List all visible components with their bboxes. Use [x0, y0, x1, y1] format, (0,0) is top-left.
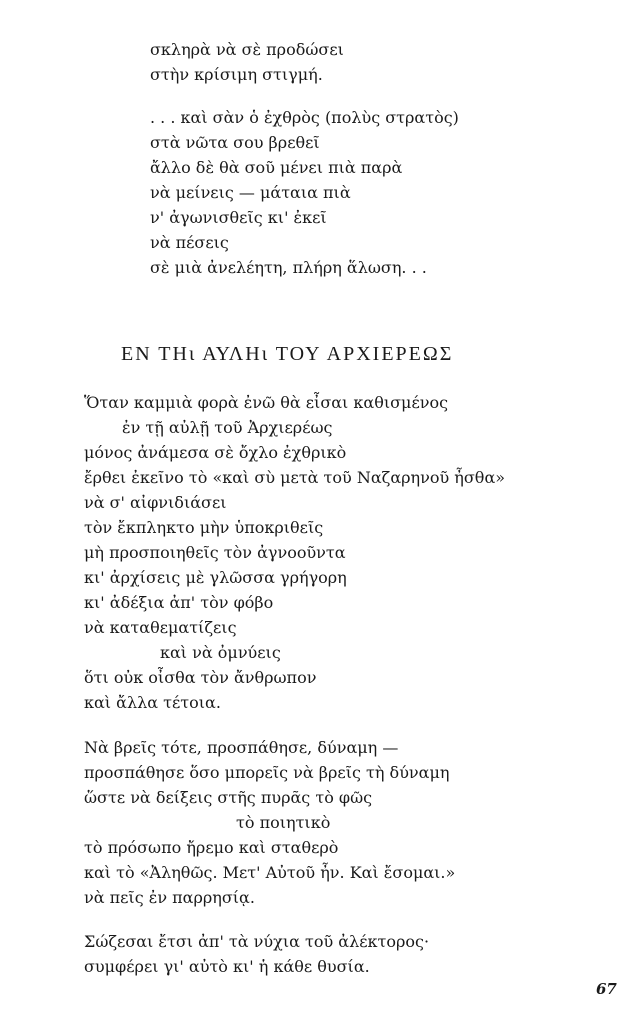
poem-line: ν' ἀγωνισθεῖς κι' ἐκεῖ	[150, 208, 327, 227]
poem-line: νὰ σ' αἰφνιδιάσει	[84, 493, 227, 512]
poem-line: ὅτι οὐκ οἶσθα τὸν ἄνθρωπον	[84, 668, 317, 687]
poem-line: καὶ ἄλλα τέτοια.	[84, 693, 221, 712]
poem-line: κι' ἀδέξια ἀπ' τὸν φόβο	[84, 593, 274, 612]
page-number: 67	[596, 980, 617, 998]
poem-line: σκληρὰ νὰ σὲ προδώσει	[150, 40, 344, 59]
poem-line: Σώζεσαι ἔτσι ἀπ' τὰ νύχια τοῦ ἀλέκτορος·	[84, 932, 430, 951]
poem-line: στὴν κρίσιμη στιγμή.	[150, 65, 323, 84]
poem-line: σὲ μιὰ ἀνελέητη, πλήρη ἅλωση. . .	[150, 258, 427, 277]
poem-line: Ὅταν καμμιὰ φορὰ ἐνῶ θὰ εἶσαι καθισμένος	[84, 393, 449, 412]
poem-line: νὰ πέσεις	[150, 233, 229, 252]
poem-line: ὥστε νὰ δείξεις στῆς πυρᾶς τὸ φῶς	[84, 788, 373, 807]
poem-line: Νὰ βρεῖς τότε, προσπάθησε, δύναμη —	[84, 738, 399, 757]
poem-line: τὸ ποιητικὸ	[236, 813, 331, 832]
poem-line: κι' ἀρχίσεις μὲ γλῶσσα γρήγορη	[84, 568, 347, 587]
poem-line: προσπάθησε ὅσο μπορεῖς νὰ βρεῖς τὴ δύναμη	[84, 763, 450, 782]
poem-line: ἐν τῇ αὐλῇ τοῦ Ἀρχιερέως	[122, 418, 333, 437]
poem-title: ΕΝ ΤΗι ΑΥΛΗι ΤΟΥ ΑΡΧΙΕΡΕΩΣ	[121, 343, 454, 365]
poem-line: καὶ τὸ «Ἀληθῶς. Μετ' Αὐτοῦ ἦν. Καὶ ἔσομαι.»	[84, 863, 456, 882]
poem-line: τὸ πρόσωπο ἤρεμο καὶ σταθερὸ	[84, 838, 339, 857]
poem-line: καὶ νὰ ὀμνύεις	[160, 643, 281, 662]
poem-line: τὸν ἔκπληκτο μὴν ὑποκριθεῖς	[84, 518, 324, 537]
poem-line: συμφέρει γι' αὐτὸ κι' ἡ κάθε θυσία.	[84, 957, 370, 976]
poem-line: μὴ προσποιηθεῖς τὸν ἀγνοοῦντα	[84, 543, 346, 562]
poem-line: ἄλλο δὲ θὰ σοῦ μένει πιὰ παρὰ	[150, 158, 403, 177]
poem-line: ἔρθει ἐκεῖνο τὸ «καὶ σὺ μετὰ τοῦ Ναζαρηνοῦ ἦσθα»	[84, 468, 506, 487]
poem-line: μόνος ἀνάμεσα σὲ ὄχλο ἐχθρικὸ	[84, 443, 347, 462]
poem-line: νὰ πεῖς ἐν παρρησίᾳ.	[84, 888, 255, 907]
poem-line: στὰ νῶτα σου βρεθεῖ	[150, 133, 320, 152]
poem-line: νὰ μείνεις — μάταια πιὰ	[150, 183, 351, 202]
poem-line: νὰ καταθεματίζεις	[84, 618, 237, 637]
poem-line: . . . καὶ σὰν ὁ ἐχθρὸς (πολὺς στρατὸς)	[150, 108, 459, 127]
